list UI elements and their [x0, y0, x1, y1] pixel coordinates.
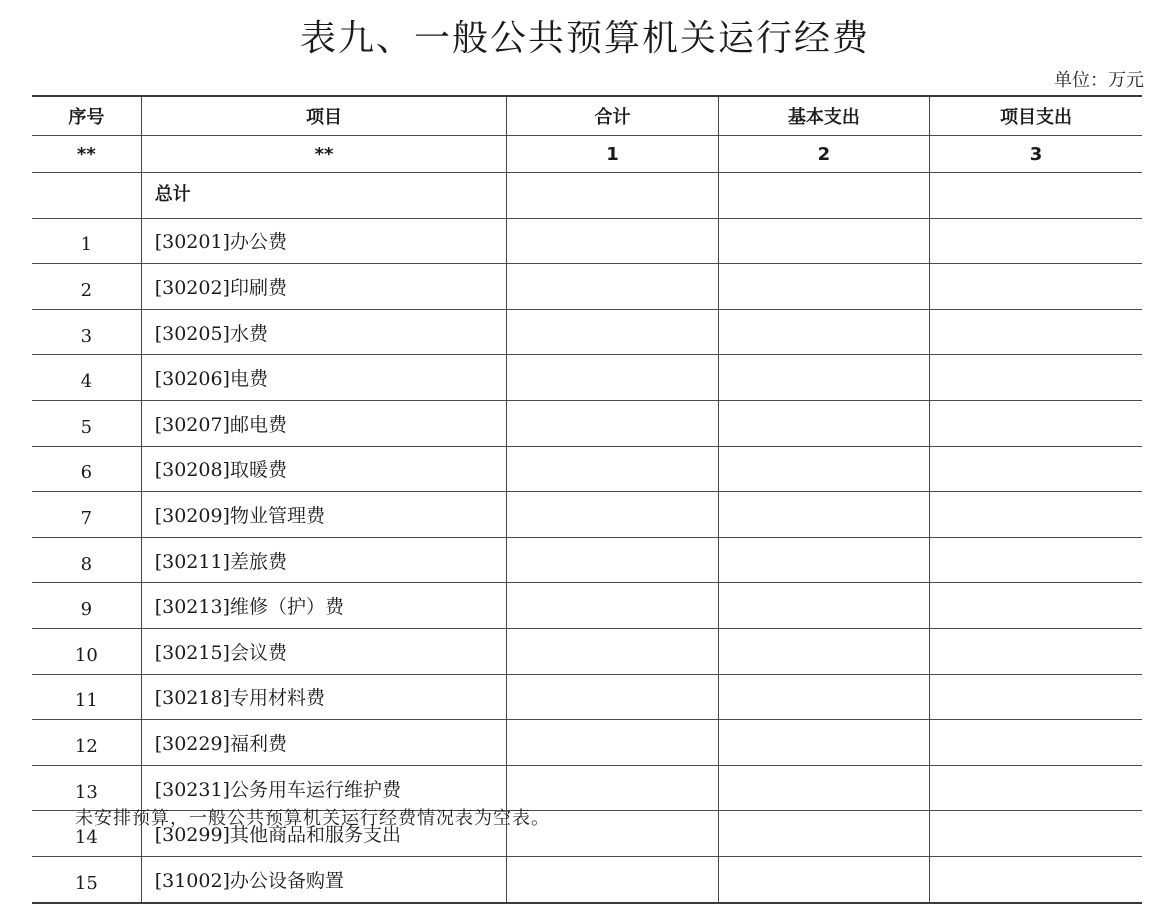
cell-item: [30229]福利费 [141, 720, 507, 766]
cell-basic [718, 492, 929, 538]
cell-seq: 7 [32, 492, 141, 538]
cell-total [507, 720, 718, 766]
cell-seq: 8 [32, 537, 141, 583]
cell-project [930, 355, 1142, 401]
cell-item: [30208]取暖费 [141, 446, 507, 492]
header-item: 项目 [141, 96, 507, 136]
table-row [32, 583, 1142, 629]
cell-project [930, 173, 1142, 219]
cell-seq: 1 [32, 218, 141, 264]
cell-project [930, 628, 1142, 674]
cell-item: [30215]会议费 [141, 628, 507, 674]
cell-total [507, 400, 718, 446]
cell-basic [718, 583, 929, 629]
cell-seq: 2 [32, 264, 141, 310]
cell-project [930, 309, 1142, 355]
table-row [32, 674, 1142, 720]
cell-total [507, 537, 718, 583]
cell-total [507, 173, 718, 219]
cell-seq: 3 [32, 309, 141, 355]
cell-total [507, 264, 718, 310]
cell-total [507, 492, 718, 538]
code-project: 3 [930, 136, 1142, 173]
cell-seq: 10 [32, 628, 141, 674]
cell-item: [30201]办公费 [141, 218, 507, 264]
table-row [32, 218, 1142, 264]
cell-total [507, 628, 718, 674]
cell-item: [30211]差旅费 [141, 537, 507, 583]
header-basic: 基本支出 [718, 96, 929, 136]
cell-item: [30231]公务用车运行维护费 [141, 765, 507, 811]
cell-basic [718, 674, 929, 720]
cell-basic [718, 309, 929, 355]
cell-item: [31002]办公设备购置 [141, 856, 507, 902]
cell-basic [718, 720, 929, 766]
table-row [32, 264, 1142, 310]
header-row [32, 96, 1142, 136]
cell-project [930, 537, 1142, 583]
cell-seq: 11 [32, 674, 141, 720]
header-seq: 序号 [32, 96, 141, 136]
table-row [32, 720, 1142, 766]
cell-total [507, 309, 718, 355]
code-total: 1 [507, 136, 718, 173]
table-row [32, 355, 1142, 401]
table-row [32, 856, 1142, 902]
cell-item: [30202]印刷费 [141, 264, 507, 310]
cell-item: [30218]专用材料费 [141, 674, 507, 720]
cell-basic [718, 537, 929, 583]
header-total: 合计 [507, 96, 718, 136]
cell-item: [30299]其他商品和服务支出 [141, 811, 507, 857]
cell-seq: 9 [32, 583, 141, 629]
cell-project [930, 674, 1142, 720]
code-basic: 2 [718, 136, 929, 173]
cell-item: [30206]电费 [141, 355, 507, 401]
cell-item: [30213]维修（护）费 [141, 583, 507, 629]
footnote: 未安排预算，一般公共预算机关运行经费情况表为空表。 [75, 808, 550, 829]
cell-seq [32, 173, 141, 219]
cell-basic [718, 856, 929, 902]
cell-total [507, 355, 718, 401]
cell-item: [30207]邮电费 [141, 400, 507, 446]
cell-project [930, 218, 1142, 264]
cell-basic [718, 446, 929, 492]
header-project: 项目支出 [930, 96, 1142, 136]
cell-seq: 13 [32, 765, 141, 811]
cell-seq: 14 [32, 811, 141, 857]
code-row [32, 136, 1142, 173]
table-row [32, 446, 1142, 492]
cell-project [930, 400, 1142, 446]
cell-total [507, 674, 718, 720]
cell-basic [718, 400, 929, 446]
unit-label: 单位：万元 [1054, 70, 1144, 91]
cell-total [507, 218, 718, 264]
cell-project [930, 720, 1142, 766]
table-row [32, 309, 1142, 355]
cell-seq: 5 [32, 400, 141, 446]
cell-seq: 4 [32, 355, 141, 401]
page-title: 表九、一般公共预算机关运行经费 [299, 18, 870, 59]
cell-basic [718, 765, 929, 811]
cell-project [930, 264, 1142, 310]
cell-project [930, 583, 1142, 629]
cell-basic [718, 173, 929, 219]
cell-basic [718, 264, 929, 310]
table-row [32, 400, 1142, 446]
cell-seq: 15 [32, 856, 141, 902]
table-row [32, 537, 1142, 583]
total-row [32, 173, 1142, 219]
cell-item: [30209]物业管理费 [141, 492, 507, 538]
code-item: ** [141, 136, 507, 173]
cell-total [507, 446, 718, 492]
cell-seq: 12 [32, 720, 141, 766]
cell-project [930, 446, 1142, 492]
cell-basic [718, 628, 929, 674]
cell-project [930, 765, 1142, 811]
budget-table [32, 95, 1142, 904]
cell-project [930, 492, 1142, 538]
cell-total [507, 583, 718, 629]
table-row [32, 628, 1142, 674]
code-seq: ** [32, 136, 141, 173]
cell-project [930, 856, 1142, 902]
table-row [32, 492, 1142, 538]
cell-basic [718, 218, 929, 264]
cell-basic [718, 355, 929, 401]
cell-seq: 6 [32, 446, 141, 492]
cell-item: 总计 [141, 173, 507, 219]
cell-item: [30205]水费 [141, 309, 507, 355]
cell-total [507, 856, 718, 902]
